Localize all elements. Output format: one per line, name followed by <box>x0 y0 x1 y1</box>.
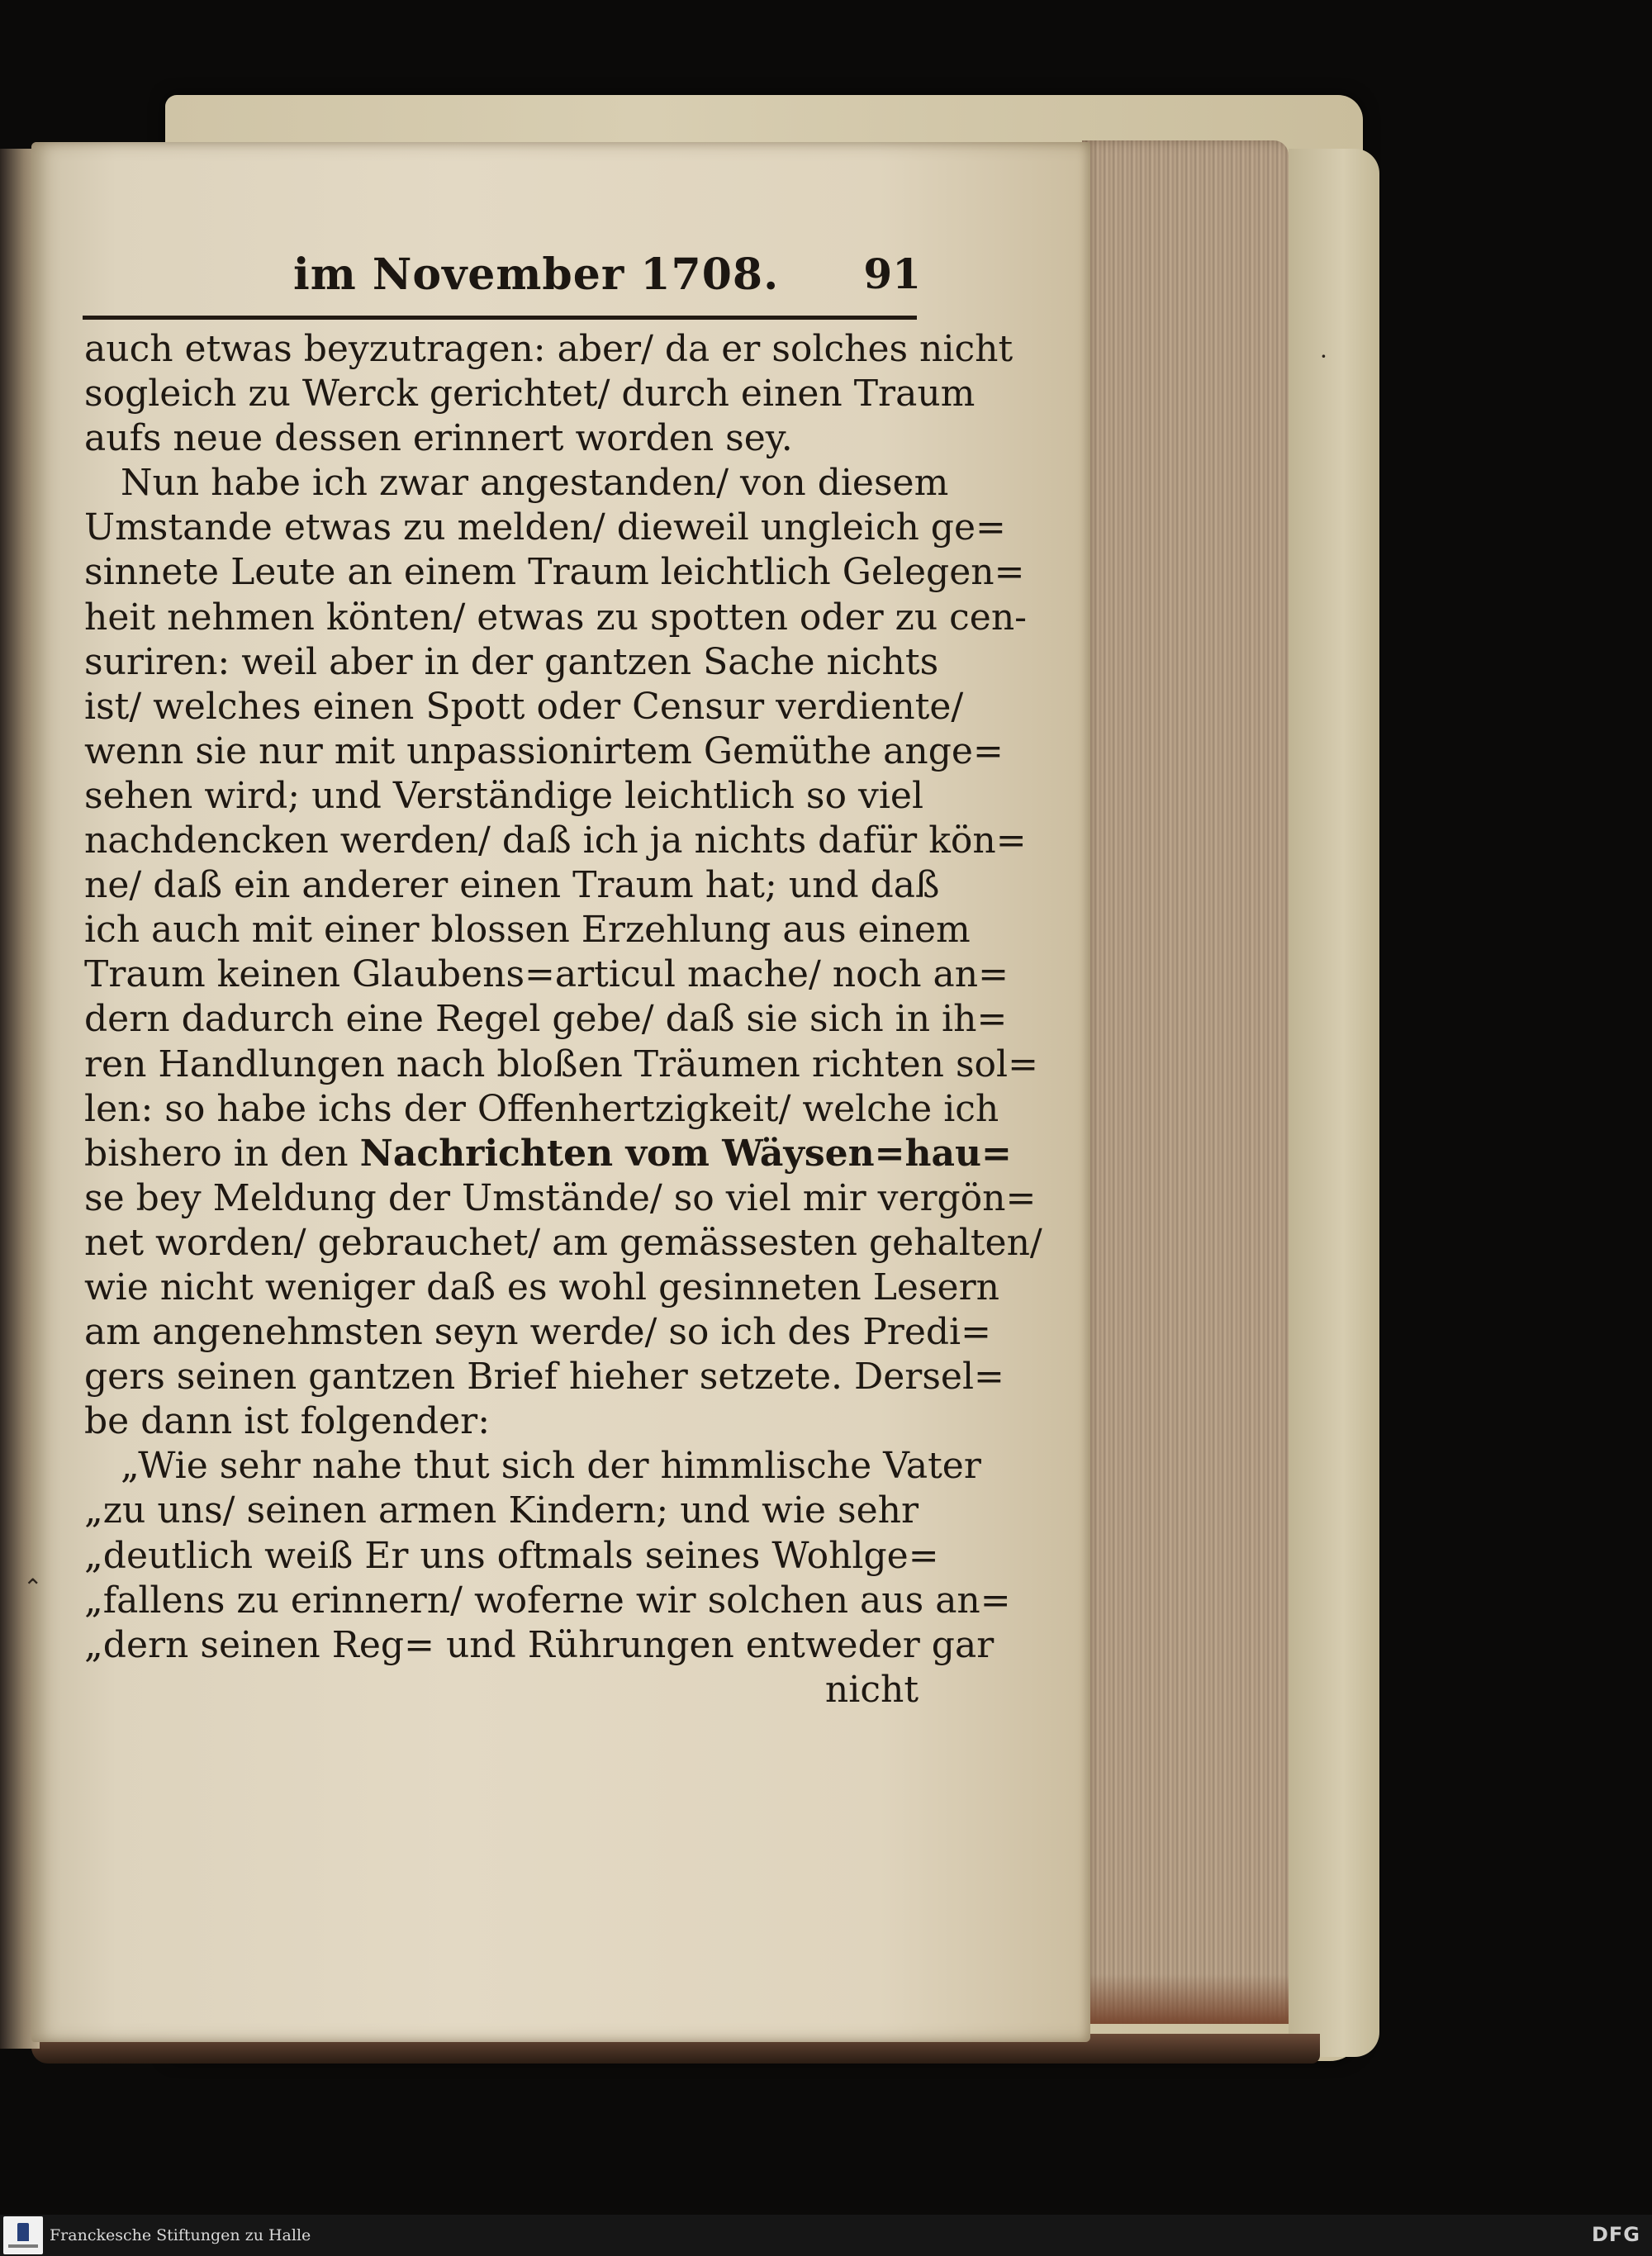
text-line: suriren: weil aber in der gantzen Sache nichts <box>84 640 939 683</box>
text-line: „dern seinen Reg= und Rührungen entweder gar <box>84 1623 995 1666</box>
text-line: ich auch mit einer blossen Erzehlung aus einem <box>84 909 971 952</box>
margin-dot: · <box>1320 343 1327 370</box>
institution-logo-icon <box>3 2216 43 2254</box>
text-line: am angenehmsten seyn werde/ so ich des Predi= <box>84 1311 991 1354</box>
institution-name: Franckesche Stiftungen zu Halle <box>50 2226 311 2244</box>
text-line: be dann ist folgender: <box>84 1400 491 1443</box>
text-line: „zu uns/ seinen armen Kindern; und wie sehr <box>84 1489 919 1532</box>
text-line: heit nehmen könten/ etwas zu spotten oder zu cen- <box>84 596 1028 639</box>
text-line: Umstande etwas zu melden/ dieweil ungleich ge= <box>84 506 1006 549</box>
text-line: ren Handlungen nach bloßen Träumen richten sol= <box>84 1043 1038 1085</box>
bold-title-phrase: Nachrichten vom Wäysen=hau= <box>359 1132 1012 1175</box>
text-line: wenn sie nur mit unpassionirtem Gemüthe ange= <box>84 729 1004 772</box>
page-number: 91 <box>863 249 921 298</box>
text-line: dern dadurch eine Regel gebe/ daß sie sich in ih= <box>84 998 1008 1041</box>
text-line: „fallens zu erinnern/ woferne wir solchen aus an= <box>84 1579 1011 1622</box>
margin-mark-left: ⌃ <box>23 1574 43 1601</box>
text-line: Nun habe ich zwar angestanden/ von diesem <box>121 462 949 505</box>
text-segment: bishero in den <box>84 1132 360 1175</box>
text-line: sinnete Leute an einem Traum leichtlich Gelegen= <box>84 551 1025 594</box>
text-line: wie nicht weniger daß es wohl gesinneten Lesern <box>84 1266 999 1308</box>
footer-bar <box>0 2215 1652 2256</box>
text-line: len: so habe ichs der Offenhertzigkeit/ welche ich <box>84 1087 999 1130</box>
text-line: nachdencken werden/ daß ich ja nichts dafür kön= <box>84 819 1027 862</box>
text-line: sehen wird; und Verständige leichtlich so viel <box>84 774 924 817</box>
text-line: gers seinen gantzen Brief hieher setzete. Dersel= <box>84 1356 1004 1399</box>
cover-flap <box>1289 149 1379 2057</box>
text-line-with-bold <box>84 1132 1012 1176</box>
text-line: „Wie sehr nahe thut sich der himmlische Vater <box>121 1445 981 1488</box>
text-line: „deutlich weiß Er uns oftmals seines Wohlge= <box>84 1534 939 1577</box>
running-head <box>293 249 921 309</box>
funder-logo: DFG <box>1591 2223 1640 2246</box>
text-line: auch etwas beyzutragen: aber/ da er solches nicht <box>84 328 1014 370</box>
text-line: net worden/ gebrauchet/ am gemässesten gehalten/ <box>84 1221 1042 1264</box>
page-fore-edge <box>1082 140 1289 2024</box>
header-rule <box>83 316 917 320</box>
catchword: nicht <box>824 1668 919 1711</box>
text-line: Traum keinen Glaubens=articul mache/ noch an= <box>84 953 1009 996</box>
text-line: sogleich zu Werck gerichtet/ durch einen Traum <box>84 373 976 416</box>
running-head-title: im November 1708. <box>293 249 780 300</box>
text-line: ist/ welches einen Spott oder Censur verdiente/ <box>84 685 964 728</box>
text-line: ne/ daß ein anderer einen Traum hat; und daß <box>84 864 940 907</box>
text-line: aufs neue dessen erinnert worden sey. <box>84 417 793 460</box>
page-body-text <box>84 327 1042 1712</box>
text-line: se bey Meldung der Umstände/ so viel mir vergön= <box>84 1176 1037 1219</box>
